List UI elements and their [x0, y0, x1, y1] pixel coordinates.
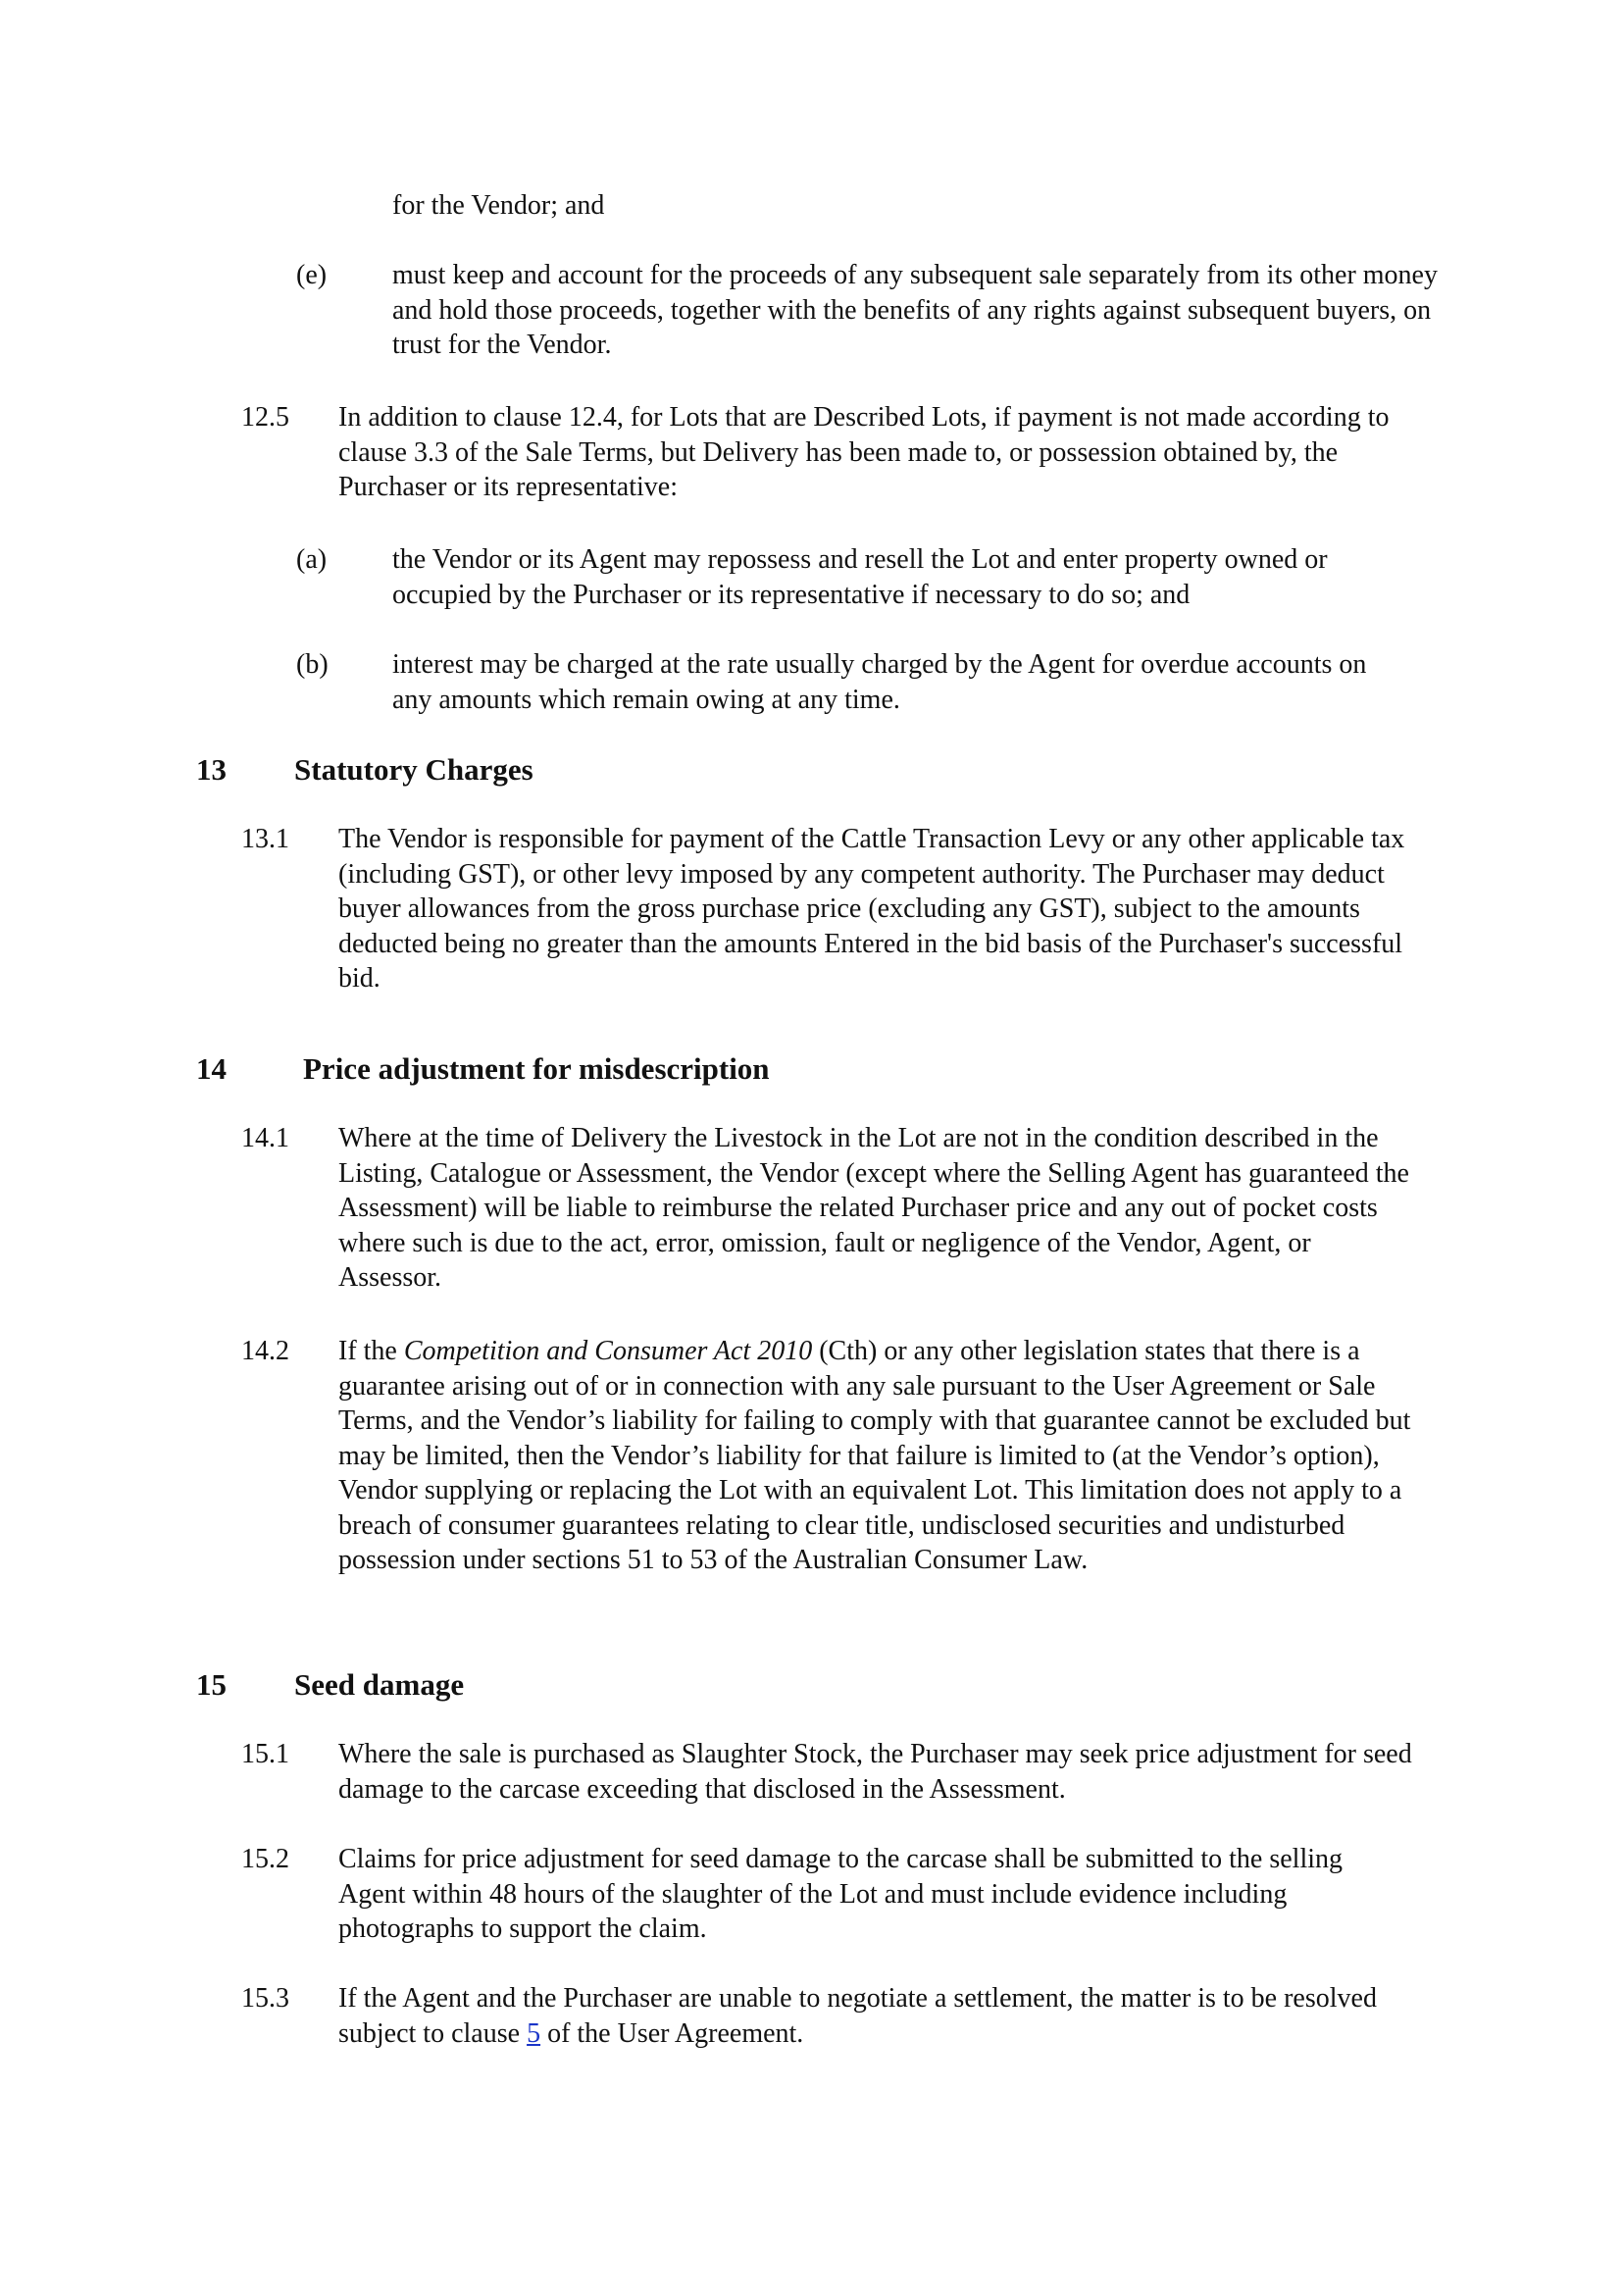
- section-title: Seed damage: [294, 1667, 465, 1702]
- list-item-label: (b): [296, 649, 329, 680]
- clause-text: Claims for price adjustment for seed damage to the carcase shall be submitted to the selling Agent within 48 hours of the slaughter of the Lot and must include evidence including photographs to support the claim.: [338, 1844, 1344, 1944]
- section-number: 15: [196, 1667, 227, 1702]
- clause-number: 15.1: [241, 1739, 289, 1769]
- list-item-text: interest may be charged at the rate usually charged by the Agent for overdue accounts on any amounts which remain owing at any time.: [392, 649, 1367, 715]
- clause-number: 14.2: [241, 1336, 289, 1366]
- section-number: 14: [196, 1051, 227, 1086]
- item-d-tail-text: for the Vendor; and: [392, 190, 605, 221]
- clause-text-after: (Cth) or any other legislation states that there is a guarantee arising out of or in connection with any sale pursuant to the User Agreement or Sale Terms, and the Vendor’s liability for failing to comply with that guarantee cannot be excluded but may be limited, then the Vendor’s liability for that failure is limited to (at the Vendor’s option), Vendor supplying or replacing the Lot with an equivalent Lot. This limitation does not apply to a breach of consumer guarantees relating to clear title, undisclosed securities and undisturbed possession under sections 51 to 53 of the Australian Consumer Law.: [338, 1336, 1411, 1575]
- list-item-text: must keep and account for the proceeds of any subsequent sale separately from its other money and hold those proceeds, together with the benefits of any rights against subsequent buyers, on trust for the Vendor.: [392, 260, 1438, 360]
- clause-text: In addition to clause 12.4, for Lots that are Described Lots, if payment is not made according to clause 3.3 of the Sale Terms, but Delivery has been made to, or possession obtained by, the Purchaser or its representative:: [338, 402, 1390, 502]
- clause-text: Where at the time of Delivery the Livestock in the Lot are not in the condition described in the Listing, Catalogue or Assessment, the Vendor (except where the Selling Agent has guaranteed the Assessment) will be liable to reimburse the related Purchaser price and any out of pocket costs where such is due to the act, error, omission, fault or negligence of the Vendor, Agent, or Assessor.: [338, 1123, 1409, 1293]
- clause-text: Where the sale is purchased as Slaughter Stock, the Purchaser may seek price adjustment for seed damage to the carcase exceeding that disclosed in the Assessment.: [338, 1739, 1412, 1805]
- list-item-label: (e): [296, 260, 328, 290]
- section-title: Price adjustment for misdescription: [303, 1051, 770, 1086]
- clause-number: 14.1: [241, 1123, 289, 1153]
- clause-number: 13.1: [241, 824, 289, 854]
- clause-5-link[interactable]: 5: [527, 2017, 541, 2049]
- clause-text: [338, 1334, 1417, 1578]
- clause-text-before: If the: [338, 1336, 404, 1366]
- clause-number: 15.2: [241, 1844, 289, 1874]
- clause-text: [338, 1981, 1417, 2051]
- list-item-label: (a): [296, 544, 328, 575]
- clause-number: 15.3: [241, 1983, 289, 2014]
- section-title: Statutory Charges: [294, 752, 533, 787]
- item-d-continuation: [392, 188, 1471, 224]
- clause-number: 12.5: [241, 402, 289, 433]
- list-item-text: the Vendor or its Agent may repossess and resell the Lot and enter property owned or occupied by the Purchaser or its representative if necessary to do so; and: [392, 544, 1328, 610]
- act-name: Competition and Consumer Act 2010: [403, 1336, 813, 1366]
- clause-text-after: of the User Agreement.: [540, 2017, 804, 2049]
- clause-text-before: If the Agent and the Purchaser are unable to negotiate a settlement, the matter is to be resolved subject to clause: [338, 1983, 1377, 2049]
- clause-text: The Vendor is responsible for payment of the Cattle Transaction Levy or any other applicable tax (including GST), or other levy imposed by any competent authority. The Purchaser may deduct buyer allowances from the gross purchase price (excluding any GST), subject to the amounts deducted being no greater than the amounts Entered in the bid basis of the Purchaser's successful bid.: [338, 824, 1405, 994]
- section-number: 13: [196, 752, 227, 787]
